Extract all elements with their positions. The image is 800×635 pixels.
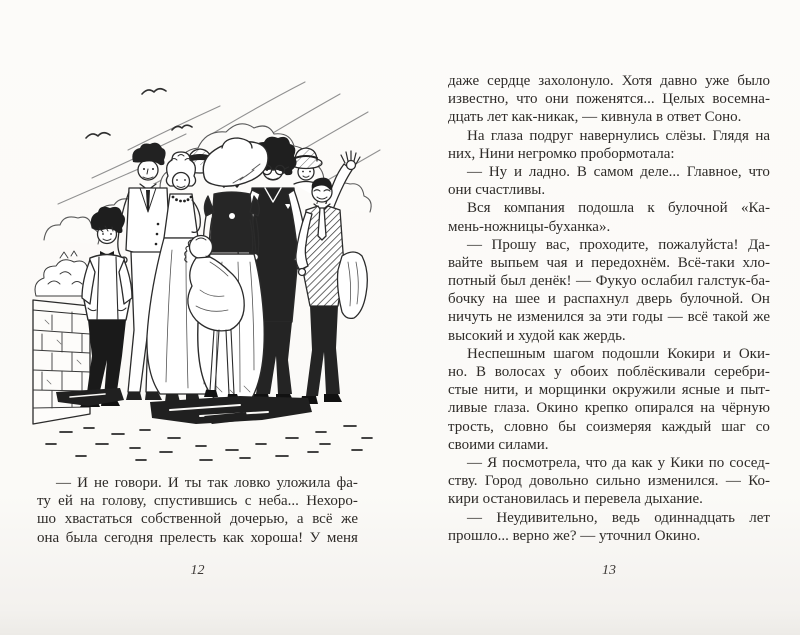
text-line: кири остановилась и перевела дыхание.: [448, 491, 703, 508]
text-line: На глаза подруг навернулись слёзы. Глядя на: [467, 127, 770, 144]
text-line: но. В волосах у обоих поблёскивали серебри-: [448, 364, 770, 380]
text-line: мень-ножницы-буханка».: [448, 218, 611, 235]
text-line: ничуть не изменился за эти годы — всё такой же: [448, 309, 770, 326]
text-line: — И не говори. И ты так ловко уложила фа-: [56, 475, 358, 491]
right-page-number: 13: [602, 563, 616, 578]
left-page-text: [37, 474, 358, 547]
text-line: Вся компания подошла к булочной «Ка-: [467, 200, 770, 217]
text-line: — Неудивительно, ведь одиннадцать лет: [467, 509, 770, 526]
text-line: шо хвастаться собственной дочерью, а всё же: [37, 511, 358, 528]
text-line: своими силами.: [448, 436, 549, 453]
text-line: стые нити, и морщинки окружили ясные и пыт-: [448, 382, 770, 399]
text-line: ливые глаза. Окино крепко опирался на чёрную: [448, 400, 770, 417]
text-line: она была сегодня прелесть как хороша! У меня: [37, 529, 358, 546]
text-line: ству. Город довольно сильно изменился. — Ко-: [448, 473, 770, 490]
text-line: — Я посмотрела, что да как у Кики по сосед-: [467, 454, 770, 471]
right-page-text: [448, 72, 770, 545]
crowd-walking-illustration: [30, 62, 392, 464]
text-line: они счастливы.: [448, 182, 546, 199]
text-line: Неспешным шагом подошли Кокири и Оки-: [467, 345, 770, 362]
text-line: них, Нини негромко пробормотала:: [448, 145, 675, 162]
bird-icon: [86, 89, 192, 138]
text-line: известно, что они поженятся... Целых восемна-: [448, 91, 770, 108]
left-page-number: 12: [190, 563, 205, 578]
text-line: трость, словно бы соизмеряя каждый шаг со: [448, 418, 770, 435]
cobblestones: [46, 426, 372, 460]
text-line: даже сердце захолонуло. Хотя давно уже было: [448, 73, 770, 89]
text-line: бочку на шее и распахнул дверь булочной. Он: [448, 291, 770, 308]
text-line: прошло... верно же? — уточнил Окино.: [448, 527, 701, 544]
text-line: ту ей на голову, спустившись с неба... Нехоро-: [37, 493, 358, 510]
text-line: дцать лет как-никак, — кивнула в ответ Соно.: [448, 109, 742, 126]
text-line: потный был денёк! — Фукуо ослабил галстук-ба-: [448, 273, 770, 290]
text-line: — Прошу вас, проходите, пожалуйста! Да-: [467, 236, 770, 253]
text-line: вайте выпьем чая и передохнём. Всё-таки хло-: [448, 254, 770, 271]
text-line: — Ну и ладно. В самом деле... Главное, что: [467, 163, 770, 180]
text-line: высокий и худой как жердь.: [448, 327, 626, 344]
